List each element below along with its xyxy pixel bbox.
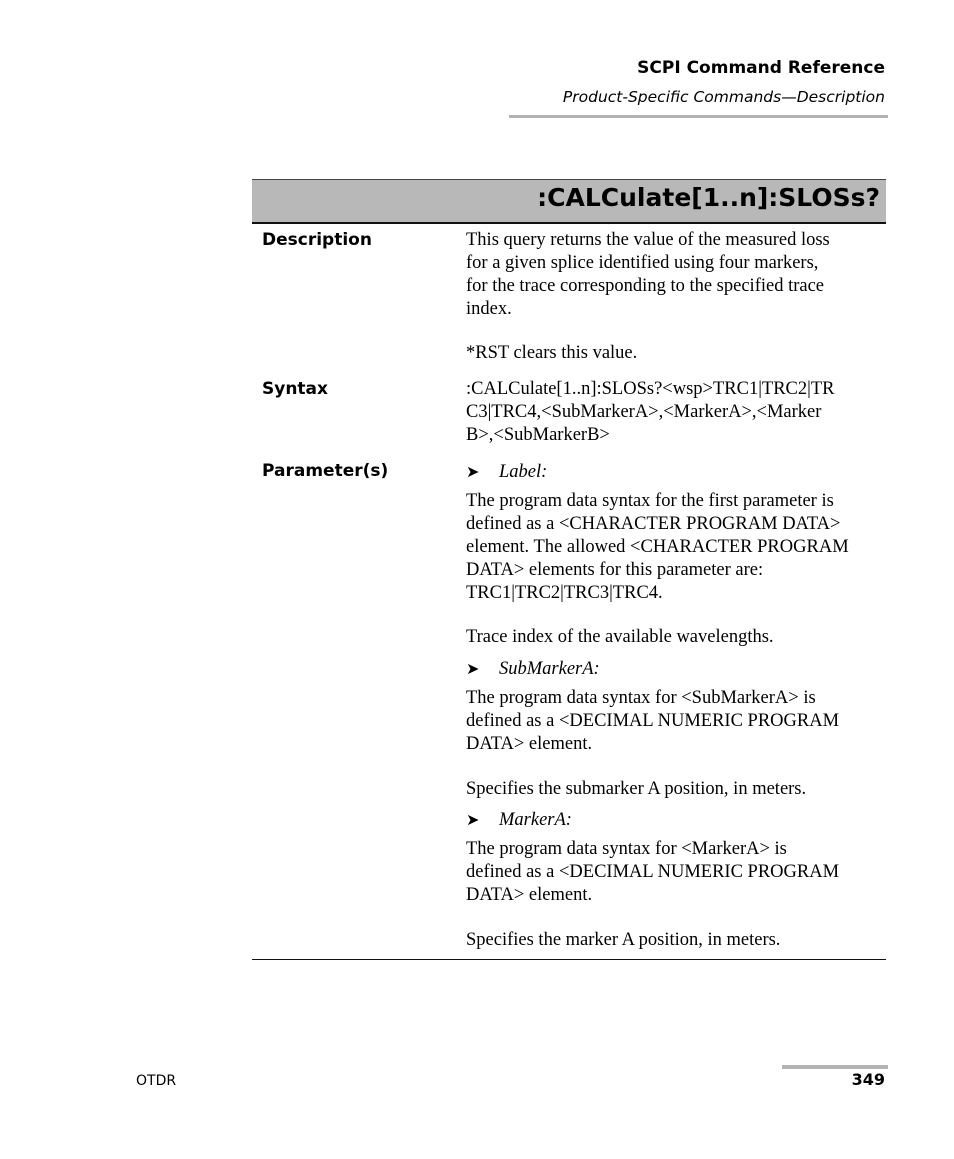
footer-rule bbox=[782, 1065, 888, 1069]
text-line: This query returns the value of the measured loss bbox=[466, 230, 830, 250]
text-line: C3|TRC4,<SubMarkerA>,<MarkerA>,<Marker bbox=[466, 402, 822, 422]
command-title: :CALCulate[1..n]:SLOSs? bbox=[537, 183, 880, 212]
text-line: TRC1|TRC2|TRC3|TRC4. bbox=[466, 583, 663, 603]
arrow-bullet-icon: ➤ bbox=[466, 810, 480, 829]
param-bullet-submarkera bbox=[466, 657, 600, 681]
page-number: 349 bbox=[851, 1070, 885, 1089]
text-line: DATA> element. bbox=[466, 734, 593, 754]
text-line: B>,<SubMarkerB> bbox=[466, 425, 610, 445]
syntax-text bbox=[466, 378, 884, 447]
param-submarkera-description bbox=[466, 687, 884, 756]
text-line: index. bbox=[466, 299, 512, 319]
arrow-bullet-icon: ➤ bbox=[466, 659, 480, 678]
header-subtitle: Product-Specific Commands—Description bbox=[562, 88, 885, 106]
text-line: defined as a <CHARACTER PROGRAM DATA> bbox=[466, 514, 841, 534]
text-line: defined as a <DECIMAL NUMERIC PROGRAM bbox=[466, 862, 840, 882]
header-title: SCPI Command Reference bbox=[637, 58, 885, 78]
header-rule bbox=[509, 115, 888, 118]
param-name: MarkerA: bbox=[499, 810, 572, 830]
text-line: DATA> element. bbox=[466, 885, 593, 905]
description-label: Description bbox=[262, 230, 372, 250]
param-bullet-label bbox=[466, 460, 547, 484]
text-line: DATA> elements for this parameter are: bbox=[466, 560, 764, 580]
param-label-description bbox=[466, 490, 884, 605]
text-line: for the trace corresponding to the specified trace bbox=[466, 276, 825, 296]
footer-product: OTDR bbox=[136, 1073, 177, 1089]
arrow-bullet-icon: ➤ bbox=[466, 462, 480, 481]
description-text bbox=[466, 229, 884, 321]
text-line: The program data syntax for <MarkerA> is bbox=[466, 839, 787, 859]
text-line: element. The allowed <CHARACTER PROGRAM bbox=[466, 537, 849, 557]
description-rst-note: *RST clears this value. bbox=[466, 343, 638, 363]
text-line: The program data syntax for <SubMarkerA> is bbox=[466, 688, 816, 708]
param-submarkera-note: Specifies the submarker A position, in meters. bbox=[466, 779, 807, 799]
param-name: SubMarkerA: bbox=[499, 659, 600, 679]
param-bullet-markera bbox=[466, 808, 572, 832]
syntax-label: Syntax bbox=[262, 379, 328, 399]
text-line: :CALCulate[1..n]:SLOSs?<wsp>TRC1|TRC2|TR bbox=[466, 379, 835, 399]
table-end-rule bbox=[252, 959, 886, 960]
param-label-note: Trace index of the available wavelengths. bbox=[466, 627, 774, 647]
param-name: Label: bbox=[499, 462, 548, 482]
param-markera-note: Specifies the marker A position, in meters. bbox=[466, 930, 781, 950]
param-markera-description bbox=[466, 838, 884, 907]
text-line: for a given splice identified using four markers, bbox=[466, 253, 819, 273]
text-line: The program data syntax for the first parameter is bbox=[466, 491, 834, 511]
command-title-bar bbox=[252, 179, 886, 224]
parameters-label: Parameter(s) bbox=[262, 461, 389, 481]
text-line: defined as a <DECIMAL NUMERIC PROGRAM bbox=[466, 711, 840, 731]
